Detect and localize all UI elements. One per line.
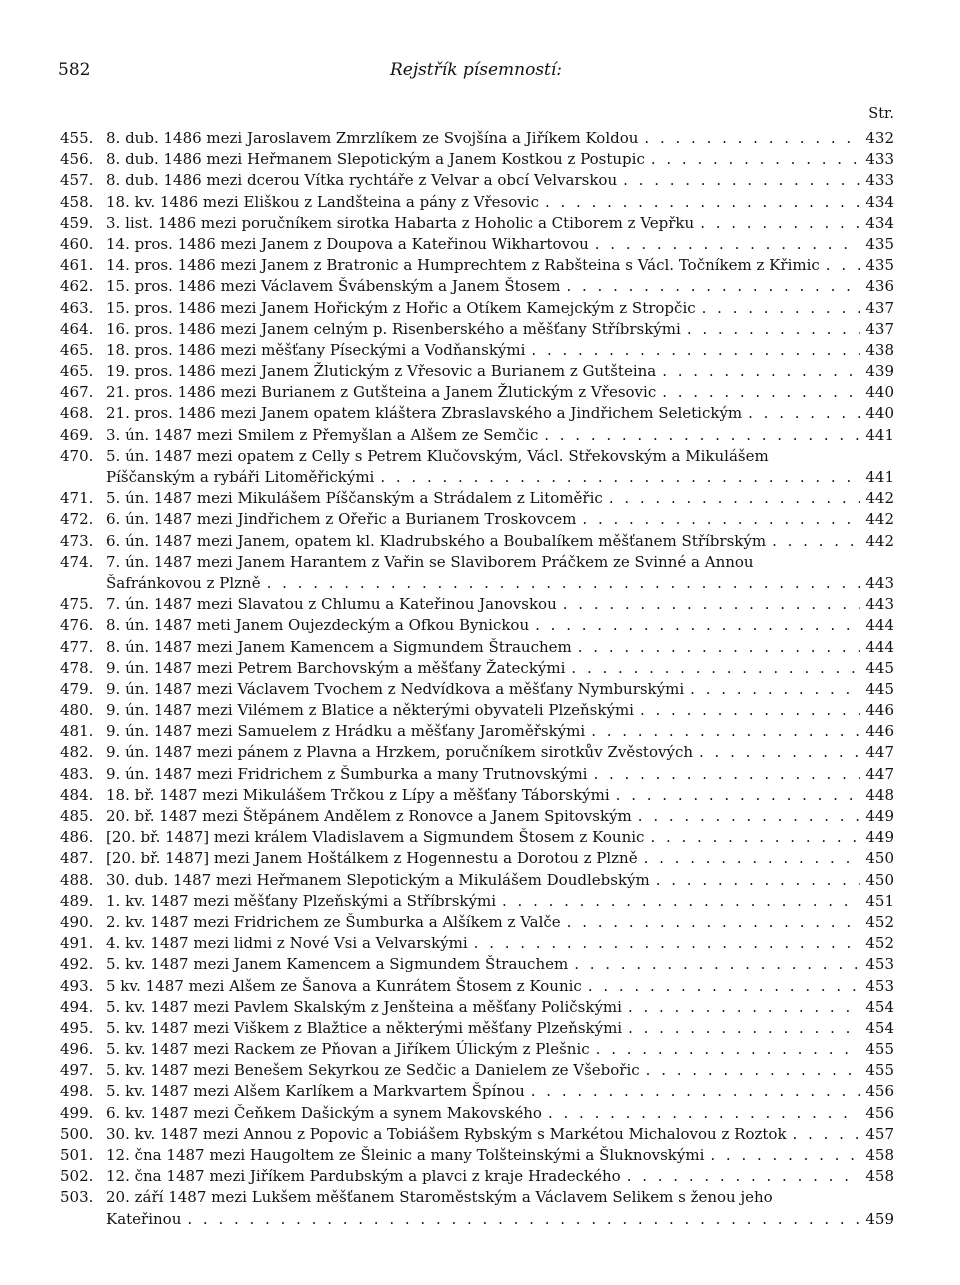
entry-text: 9. ún. 1487 mezi pánem z Plavna a Hrzkem, poručníkem sirotkův Zvěstových <box>106 743 693 762</box>
list-item <box>60 382 894 403</box>
entry-text: 6. ún. 1487 mezi Janem, opatem kl. Kladrubského a Boubalíkem měšťanem Stříbrským <box>106 531 767 550</box>
entry-page-ref: 439 <box>865 362 894 381</box>
entry-page-ref: 452 <box>865 934 894 953</box>
entry-number: 482. <box>60 743 94 762</box>
entry-number: 471. <box>60 489 94 508</box>
list-item <box>60 594 894 615</box>
entry-number: 497. <box>60 1061 94 1080</box>
dot-leader <box>261 573 860 594</box>
entry-number: 465. <box>60 340 94 359</box>
dot-leader <box>525 340 860 361</box>
dot-leader <box>632 806 860 827</box>
page-column-label: Str. <box>868 106 894 122</box>
dot-leader <box>529 615 860 636</box>
entry-page-ref: 446 <box>865 701 894 720</box>
entry-number: 484. <box>60 785 94 804</box>
entry-number: 465. <box>60 362 94 381</box>
entry-page-ref: 433 <box>865 171 894 190</box>
entry-page-ref: 455 <box>865 1040 894 1059</box>
list-item <box>60 488 894 509</box>
entry-text: 3. ún. 1487 mezi Smilem z Přemyšlan a Alšem ze Semčic <box>106 425 539 444</box>
dot-leader <box>694 213 860 234</box>
entry-list <box>60 128 894 1230</box>
dot-leader <box>565 658 860 679</box>
entry-text: 8. ún. 1487 mezi Janem Kamencem a Sigmundem Štrauchem <box>106 637 572 656</box>
dot-leader <box>621 1166 860 1187</box>
dot-leader <box>693 742 860 763</box>
entry-text: 21. pros. 1486 mezi Burianem z Gutšteina a Janem Žlutickým z Vřesovic <box>106 383 657 402</box>
entry-number: 485. <box>60 807 94 825</box>
dot-leader <box>538 425 860 446</box>
dot-leader <box>650 870 860 891</box>
list-item <box>60 933 894 954</box>
dot-leader <box>589 234 860 255</box>
entry-page-ref: 445 <box>865 679 894 698</box>
entry-number: 460. <box>60 234 94 253</box>
entry-page-ref: 452 <box>865 912 894 931</box>
entry-number: 496. <box>60 1040 94 1059</box>
list-item <box>60 806 894 827</box>
dot-leader <box>572 637 860 658</box>
entry-page-ref: 434 <box>865 213 894 232</box>
entry-page-ref: 442 <box>865 531 894 550</box>
entry-text: 5. kv. 1487 mezi Benešem Sekyrkou ze Sedčic a Danielem ze Všebořic <box>106 1061 640 1080</box>
entry-page-ref: 458 <box>865 1167 894 1186</box>
entry-text: 19. pros. 1486 mezi Janem Žlutickým z Vřesovic a Burianem z Gutšteina <box>106 362 657 381</box>
entry-page-ref: 447 <box>865 764 894 783</box>
entry-text: 5. kv. 1487 mezi Alšem Karlíkem a Markvartem Špínou <box>106 1082 525 1101</box>
entry-text: [20. bř. 1487] mezi Janem Hoštálkem z Hogennestu a Dorotou z Plzně <box>106 849 638 868</box>
entry-page-ref: 440 <box>865 404 894 423</box>
entry-page-ref: 443 <box>865 595 894 614</box>
entry-number: 462. <box>60 277 94 296</box>
dot-leader <box>638 848 860 869</box>
entry-text: 8. dub. 1486 mezi dcerou Vítka rychtáře z Velvar a obcí Velvarskou <box>106 171 618 190</box>
entry-page-ref: 433 <box>865 150 894 169</box>
entry-number: 476. <box>60 616 94 635</box>
entry-text: 18. bř. 1487 mezi Mikulášem Trčkou z Lípy a měšťany Táborskými <box>106 785 610 804</box>
list-item <box>60 912 894 933</box>
dot-leader <box>696 298 860 319</box>
entry-number: 464. <box>60 319 94 338</box>
entry-text: 5 kv. 1487 mezi Alšem ze Šanova a Kunrátem Štosem z Kounic <box>106 976 582 995</box>
dot-leader <box>603 488 860 509</box>
dot-leader <box>617 170 860 191</box>
list-item <box>60 509 894 530</box>
list-item <box>60 742 894 763</box>
entry-text: 5. kv. 1487 mezi Viškem z Blažtice a některými měšťany Plzeňskými <box>106 1018 623 1037</box>
entry-page-ref: 441 <box>865 425 894 444</box>
list-item <box>60 1187 894 1229</box>
list-item <box>60 997 894 1018</box>
dot-leader <box>742 403 860 424</box>
entry-text: 16. pros. 1486 mezi Janem celným p. Risenberského a měšťany Stříbrskými <box>106 319 681 338</box>
entry-number: 488. <box>60 870 94 889</box>
entry-number: 481. <box>60 722 94 741</box>
list-item <box>60 403 894 424</box>
list-item <box>60 234 894 255</box>
entry-page-ref: 444 <box>865 616 894 635</box>
entry-text: 15. pros. 1486 mezi Janem Hořickým z Hořic a Otíkem Kamejckým z Stropčic <box>106 298 696 317</box>
list-item <box>60 255 894 276</box>
entry-text: 8. ún. 1487 meti Janem Oujezdeckým a Ofkou Bynickou <box>106 616 530 635</box>
entry-text: 30. dub. 1487 mezi Heřmanem Slepotickým a Mikulášem Doudlebským <box>106 870 650 889</box>
list-item <box>60 425 894 446</box>
entry-number: 489. <box>60 891 94 910</box>
list-item <box>60 1081 894 1102</box>
list-item <box>60 976 894 997</box>
entry-number: 499. <box>60 1103 94 1122</box>
entry-text: 9. ún. 1487 mezi Samuelem z Hrádku a měšťany Jaroměřskými <box>106 722 586 741</box>
entry-page-ref: 442 <box>865 489 894 508</box>
entry-text: 12. čna 1487 mezi Haugoltem ze Šleinic a many Tolšteinskými a Šluknovskými <box>106 1146 705 1164</box>
list-item <box>60 1039 894 1060</box>
dot-leader <box>585 721 860 742</box>
entry-text: 2. kv. 1487 mezi Fridrichem ze Šumburka a Alšíkem z Valče <box>106 912 561 931</box>
entry-number: 478. <box>60 658 94 677</box>
entry-number: 483. <box>60 764 94 783</box>
list-item <box>60 700 894 721</box>
entry-page-ref: 451 <box>865 891 894 910</box>
entry-number: 503. <box>60 1188 94 1207</box>
dot-leader <box>468 933 860 954</box>
list-item <box>60 361 894 382</box>
entry-text: 20. bř. 1487 mezi Štěpánem Andělem z Ronovce a Janem Spitovským <box>106 807 632 825</box>
dot-leader <box>582 976 860 997</box>
entry-text: 7. ún. 1487 mezi Slavatou z Chlumu a Kateřinou Janovskou <box>106 595 557 614</box>
entry-number: 474. <box>60 552 94 571</box>
entry-text-continuation: Kateřinou <box>106 1209 182 1228</box>
entry-number: 468. <box>60 404 94 423</box>
dot-leader <box>656 382 860 403</box>
entry-number: 472. <box>60 510 94 529</box>
entry-page-ref: 435 <box>865 234 894 253</box>
entry-page-ref: 456 <box>865 1082 894 1101</box>
list-item <box>60 1124 894 1145</box>
dot-leader <box>634 700 860 721</box>
list-item <box>60 446 894 488</box>
dot-leader <box>766 531 860 552</box>
entry-text: 5. kv. 1487 mezi Janem Kamencem a Sigmundem Štrauchem <box>106 955 569 974</box>
entry-number: 491. <box>60 934 94 953</box>
entry-page-ref: 453 <box>865 976 894 995</box>
entry-number: 461. <box>60 256 94 275</box>
dot-leader <box>644 827 860 848</box>
entry-number: 469. <box>60 425 94 444</box>
list-item <box>60 870 894 891</box>
dot-leader <box>590 1039 860 1060</box>
list-item <box>60 1018 894 1039</box>
entry-page-ref: 449 <box>865 828 894 847</box>
entry-text: 9. ún. 1487 mezi Vilémem z Blatice a některými obyvateli Plzeňskými <box>106 701 634 720</box>
entry-page-ref: 436 <box>865 277 894 296</box>
dot-leader <box>704 1145 860 1166</box>
entry-text: 4. kv. 1487 mezi lidmi z Nové Vsi a Velvarskými <box>106 934 468 953</box>
entry-number: 495. <box>60 1018 94 1037</box>
entry-page-ref: 434 <box>865 192 894 211</box>
entry-number: 457. <box>60 171 94 190</box>
list-item <box>60 679 894 700</box>
entry-page-ref: 440 <box>865 383 894 402</box>
entry-page-ref: 432 <box>865 129 894 147</box>
entry-number: 477. <box>60 637 94 656</box>
entry-page-ref: 447 <box>865 743 894 762</box>
entry-page-ref: 437 <box>865 319 894 338</box>
entry-text: 5. ún. 1487 mezi opatem z Celly s Petrem Klučovským, Václ. Střekovským a Mikulášem <box>106 446 769 465</box>
entry-number: 470. <box>60 446 94 465</box>
entry-number: 458. <box>60 192 94 211</box>
entry-text: 18. kv. 1486 mezi Eliškou z Landšteina a pány z Vřesovic <box>106 192 539 211</box>
list-item <box>60 128 894 149</box>
entry-text: 9. ún. 1487 mezi Petrem Barchovským a měšťany Žateckými <box>106 658 566 677</box>
list-item <box>60 658 894 679</box>
list-item <box>60 552 894 594</box>
entry-number: 501. <box>60 1146 94 1164</box>
entry-text: 20. září 1487 mezi Lukšem měšťanem Staroměstským a Václavem Selikem s ženou jeho <box>106 1188 773 1207</box>
entry-number: 480. <box>60 701 94 720</box>
list-item <box>60 319 894 340</box>
entry-text: 30. kv. 1487 mezi Annou z Popovic a Tobiášem Rybským s Markétou Michalovou z Roztok <box>106 1124 787 1143</box>
entry-page-ref: 450 <box>865 870 894 889</box>
dot-leader <box>561 912 860 933</box>
entry-number: 494. <box>60 997 94 1016</box>
entry-text: 3. list. 1486 mezi poručníkem sirotka Habarta z Hoholic a Ctiborem z Vepřku <box>106 213 695 232</box>
list-item <box>60 1145 894 1166</box>
entry-page-ref: 448 <box>865 785 894 804</box>
list-item <box>60 615 894 636</box>
dot-leader <box>560 276 860 297</box>
entry-page-ref: 456 <box>865 1103 894 1122</box>
list-item <box>60 827 894 848</box>
list-item <box>60 170 894 191</box>
dot-leader <box>681 319 860 340</box>
entry-page-ref: 459 <box>865 1209 894 1228</box>
entry-text: 18. pros. 1486 mezi měšťany Píseckými a Vodňanskými <box>106 340 526 359</box>
entry-text: 5. kv. 1487 mezi Rackem ze Pňovan a Jiříkem Úlickým z Plešnic <box>106 1040 590 1059</box>
entry-number: 498. <box>60 1082 94 1101</box>
dot-leader <box>640 1060 860 1081</box>
entry-text: 12. čna 1487 mezi Jiříkem Pardubským a plavci z kraje Hradeckého <box>106 1167 621 1186</box>
dot-leader <box>576 509 860 530</box>
entry-page-ref: 437 <box>865 298 894 317</box>
entry-text: 1. kv. 1487 mezi měšťany Plzeňskými a Stříbrskými <box>106 891 496 910</box>
dot-leader <box>587 764 860 785</box>
list-item <box>60 531 894 552</box>
entry-page-ref: 443 <box>865 573 894 592</box>
entry-number: 492. <box>60 955 94 974</box>
entry-page-ref: 441 <box>865 468 894 486</box>
entry-page-ref: 435 <box>865 256 894 275</box>
entry-text: 14. pros. 1486 mezi Janem z Doupova a Kateřinou Wikhartovou <box>106 234 589 253</box>
entry-text: 9. ún. 1487 mezi Václavem Tvochem z Nedvídkova a měšťany Nymburskými <box>106 679 685 698</box>
running-title: Rejstřík písemností: <box>389 60 563 80</box>
entry-page-ref: 445 <box>865 658 894 677</box>
list-item <box>60 192 894 213</box>
entry-text: 7. ún. 1487 mezi Janem Harantem z Vařin se Slaviborem Práčkem ze Svinné a Annou <box>106 552 754 571</box>
entry-text: 15. pros. 1486 mezi Václavem Švábenským a Janem Štosem <box>106 277 561 296</box>
list-item <box>60 848 894 869</box>
dot-leader <box>557 594 860 615</box>
entry-number: 459. <box>60 213 94 232</box>
dot-leader <box>539 192 860 213</box>
dot-leader <box>622 997 860 1018</box>
list-item <box>60 1166 894 1187</box>
entry-text-continuation: Píščanským a rybáři Litoměřickými <box>106 468 375 486</box>
entry-page-ref: 454 <box>865 997 894 1016</box>
entry-number: 467. <box>60 383 94 402</box>
entry-page-ref: 449 <box>865 807 894 825</box>
entry-page-ref: 457 <box>865 1124 894 1143</box>
entry-text: 9. ún. 1487 mezi Fridrichem z Šumburka a many Trutnovskými <box>106 764 588 783</box>
list-item <box>60 149 894 170</box>
dot-leader <box>610 785 860 806</box>
entry-page-ref: 455 <box>865 1061 894 1080</box>
entry-number: 487. <box>60 849 94 868</box>
entry-page-ref: 446 <box>865 722 894 741</box>
entry-number: 500. <box>60 1124 94 1143</box>
dot-leader <box>787 1124 860 1145</box>
list-item <box>60 764 894 785</box>
entry-number: 475. <box>60 595 94 614</box>
entry-number: 490. <box>60 912 94 931</box>
entry-text: 5. kv. 1487 mezi Pavlem Skalským z Jenšteina a měšťany Poličskými <box>106 997 622 1016</box>
list-item <box>60 637 894 658</box>
entry-text: 21. pros. 1486 mezi Janem opatem kláštera Zbraslavského a Jindřichem Seletickým <box>106 404 743 423</box>
entry-number: 479. <box>60 679 94 698</box>
list-item <box>60 721 894 742</box>
dot-leader <box>525 1081 860 1102</box>
dot-leader <box>542 1103 860 1124</box>
list-item <box>60 276 894 297</box>
entry-page-ref: 438 <box>865 340 894 359</box>
list-item <box>60 891 894 912</box>
dot-leader <box>684 679 860 700</box>
entry-number: 486. <box>60 828 94 847</box>
dot-leader <box>645 149 860 170</box>
entry-number: 473. <box>60 531 94 550</box>
list-item <box>60 954 894 975</box>
entry-text: 6. ún. 1487 mezi Jindřichem z Ořeřic a Burianem Troskovcem <box>106 510 577 529</box>
entry-number: 456. <box>60 150 94 169</box>
entry-text: 8. dub. 1486 mezi Heřmanem Slepotickým a Janem Kostkou z Postupic <box>106 150 645 169</box>
page-number: 582 <box>58 60 91 80</box>
entry-number: 502. <box>60 1167 94 1186</box>
entry-text: 5. ún. 1487 mezi Mikulášem Píščanským a Strádalem z Litoměřic <box>106 489 603 508</box>
dot-leader <box>181 1209 860 1230</box>
list-item <box>60 785 894 806</box>
entry-number: 463. <box>60 298 94 317</box>
entry-text: 8. dub. 1486 mezi Jaroslavem Zmrzlíkem ze Svojšína a Jiříkem Koldou <box>106 129 639 147</box>
entry-page-ref: 444 <box>865 637 894 656</box>
entry-number: 493. <box>60 976 94 995</box>
page-header <box>58 60 894 90</box>
dot-leader <box>374 467 860 488</box>
dot-leader <box>622 1018 860 1039</box>
dot-leader <box>820 255 860 276</box>
entry-text: 6. kv. 1487 mezi Čeňkem Dašickým a synem Makovského <box>106 1103 542 1122</box>
list-item <box>60 213 894 234</box>
dot-leader <box>656 361 860 382</box>
dot-leader <box>568 954 860 975</box>
list-item <box>60 340 894 361</box>
entry-page-ref: 458 <box>865 1146 894 1164</box>
dot-leader <box>496 891 860 912</box>
dot-leader <box>638 128 860 149</box>
entry-page-ref: 442 <box>865 510 894 529</box>
entry-page-ref: 454 <box>865 1018 894 1037</box>
entry-page-ref: 450 <box>865 849 894 868</box>
entry-text: [20. bř. 1487] mezi králem Vladislavem a Sigmundem Štosem z Kounic <box>106 828 645 847</box>
list-item <box>60 1060 894 1081</box>
entry-text-continuation: Šafránkovou z Plzně <box>106 573 261 592</box>
entry-page-ref: 453 <box>865 955 894 974</box>
list-item <box>60 298 894 319</box>
entry-number: 455. <box>60 129 94 147</box>
entry-text: 14. pros. 1486 mezi Janem z Bratronic a Humprechtem z Rabšteina s Václ. Točníkem z Křimic <box>106 256 820 275</box>
list-item <box>60 1103 894 1124</box>
